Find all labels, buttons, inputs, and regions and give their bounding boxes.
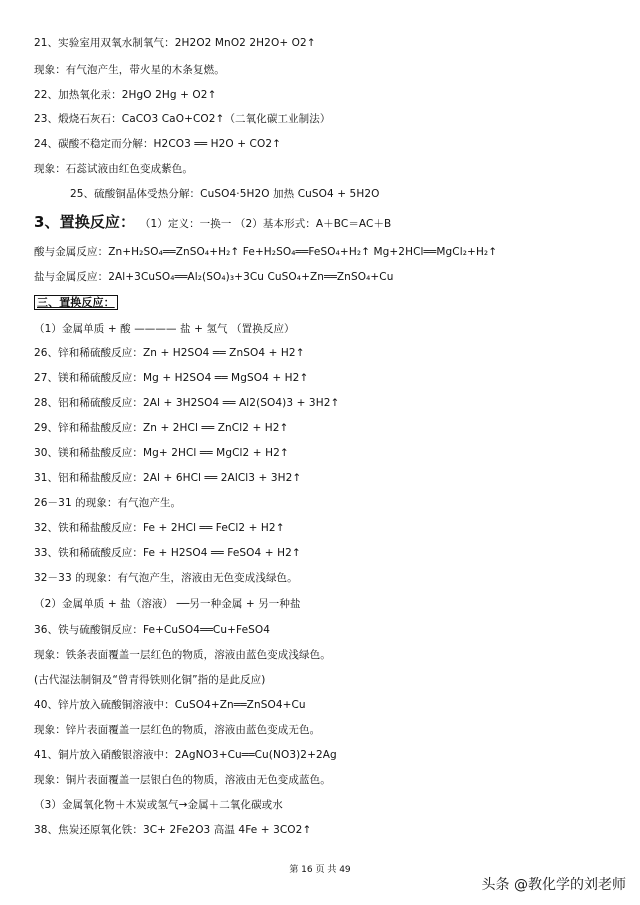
reaction-27: 27、镁和稀硫酸反应：Mg + H2SO4 ══ MgSO4 + H2↑ bbox=[34, 372, 309, 384]
salt-metal-reactions: 盐与金属反应：2Al+3CuSO₄══Al₂(SO₄)₃+3Cu CuSO₄+Zn══ZnSO₄+Cu bbox=[34, 271, 394, 283]
page-footer: 第 16 页 共 49 bbox=[289, 865, 351, 875]
phenomenon-24: 现象：石蕊试液由红色变成紫色。 bbox=[34, 163, 193, 175]
reaction-40: 40、锌片放入硫酸铜溶液中：CuSO4+Zn══ZnSO4+Cu bbox=[34, 699, 306, 711]
reaction-22: 22、加热氧化汞：2HgO 2Hg + O2↑ bbox=[34, 89, 217, 101]
reaction-23: 23、煅烧石灰石：CaCO3 CaO+CO2↑（二氧化碳工业制法） bbox=[34, 113, 331, 125]
reaction-33: 33、铁和稀硫酸反应：Fe + H2SO4 ══ FeSO4 + H2↑ bbox=[34, 547, 301, 559]
category-3: （3）金属氧化物＋木炭或氢气→金属＋二氧化碳或水 bbox=[34, 799, 283, 811]
reaction-38: 38、焦炭还原氧化铁：3C+ 2Fe2O3 高温 4Fe + 3CO2↑ bbox=[34, 824, 312, 836]
subsection-heading bbox=[34, 296, 118, 310]
phenomenon-41: 现象：铜片表面覆盖一层银白色的物质，溶液由无色变成蓝色。 bbox=[34, 774, 331, 786]
acid-metal-reactions: 酸与金属反应：Zn+H₂SO₄══ZnSO₄+H₂↑ Fe+H₂SO₄══FeSO₄+H₂↑ Mg+2HCl══MgCl₂+H₂↑ bbox=[34, 246, 498, 258]
reaction-24: 24、碳酸不稳定而分解：H2CO3 ══ H2O + CO2↑ bbox=[34, 138, 282, 150]
reaction-31: 31、铝和稀盐酸反应：2Al + 6HCl ══ 2AlCl3 + 3H2↑ bbox=[34, 472, 302, 484]
category-1: （1）金属单质 + 酸 ———— 盐 + 氢气 （置换反应） bbox=[34, 323, 295, 335]
watermark: 头条 @教化学的刘老师 bbox=[481, 877, 626, 893]
reaction-30: 30、镁和稀盐酸反应：Mg+ 2HCl ══ MgCl2 + H2↑ bbox=[34, 447, 289, 459]
reaction-25: 25、硫酸铜晶体受热分解：CuSO4·5H2O 加热 CuSO4 + 5H2O bbox=[70, 188, 380, 200]
phenomenon-40: 现象：锌片表面覆盖一层红色的物质，溶液由蓝色变成无色。 bbox=[34, 724, 321, 736]
subsection-title: 三、置换反应： bbox=[34, 295, 118, 310]
section-title: 3、置换反应： bbox=[34, 213, 136, 231]
reaction-32: 32、铁和稀盐酸反应：Fe + 2HCl ══ FeCl2 + H2↑ bbox=[34, 522, 285, 534]
reaction-36: 36、铁与硫酸铜反应：Fe+CuSO4══Cu+FeSO4 bbox=[34, 624, 271, 636]
reaction-41: 41、铜片放入硝酸银溶液中：2AgNO3+Cu══Cu(NO3)2+2Ag bbox=[34, 749, 337, 761]
reaction-21: 21、实验室用双氧水制氧气：2H2O2 MnO2 2H2O+ O2↑ bbox=[34, 37, 316, 49]
reaction-29: 29、锌和稀盐酸反应：Zn + 2HCl ══ ZnCl2 + H2↑ bbox=[34, 422, 289, 434]
phenomenon-32-33: 32－33 的现象：有气泡产生，溶液由无色变成浅绿色。 bbox=[34, 572, 298, 584]
phenomenon-21: 现象：有气泡产生，带火星的木条复燃。 bbox=[34, 64, 225, 76]
reaction-28: 28、铝和稀硫酸反应：2Al + 3H2SO4 ══ Al2(SO4)3 + 3H2↑ bbox=[34, 397, 340, 409]
phenomenon-26-31: 26－31 的现象：有气泡产生。 bbox=[34, 497, 182, 509]
category-2: （2）金属单质 + 盐（溶液） ──另一种金属 + 另一种盐 bbox=[34, 598, 301, 610]
section-definition: （1）定义：一换一 （2）基本形式：A＋BC＝AC＋B bbox=[145, 218, 392, 230]
phenomenon-36: 现象：铁条表面覆盖一层红色的物质，溶液由蓝色变成浅绿色。 bbox=[34, 649, 331, 661]
reaction-26: 26、锌和稀硫酸反应：Zn + H2SO4 ══ ZnSO4 + H2↑ bbox=[34, 347, 305, 359]
historical-note: (古代湿法制铜及“曾青得铁则化铜”指的是此反应) bbox=[34, 674, 266, 686]
section-heading bbox=[34, 212, 391, 234]
